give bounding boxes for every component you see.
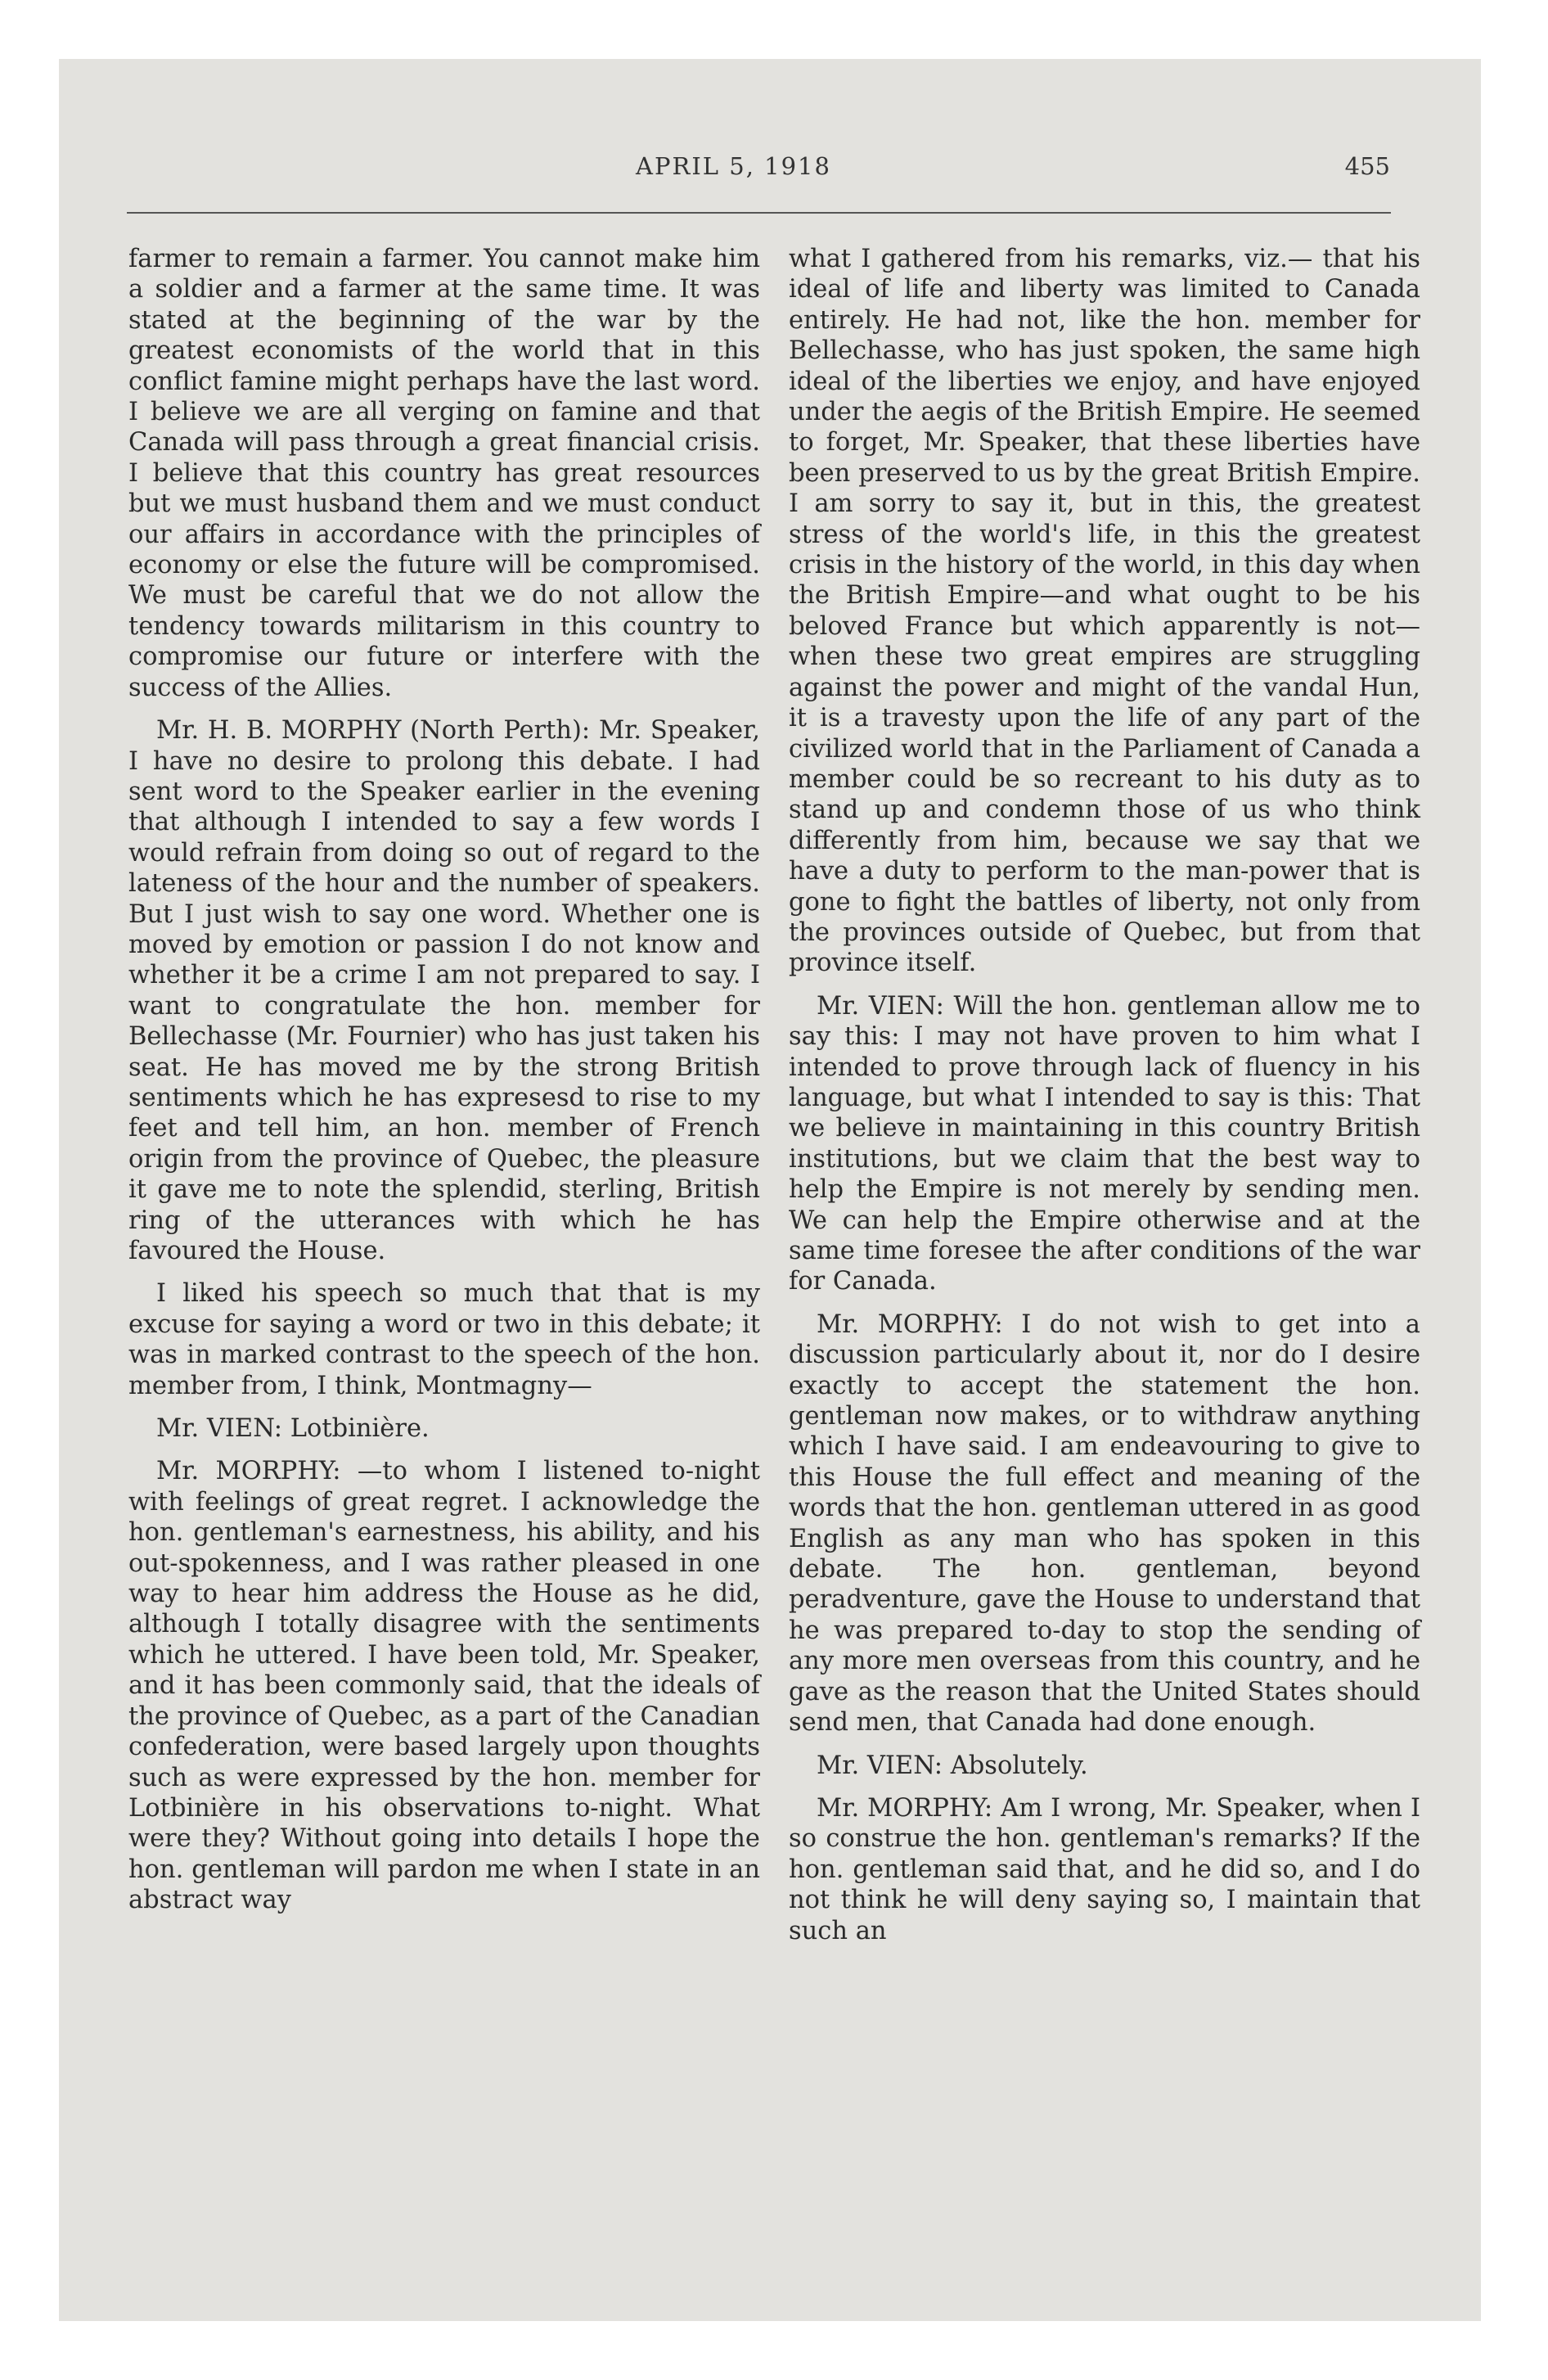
paragraph: farmer to remain a farmer. You cannot make him a soldier and a farmer at the same time. It was stated at the beginning of the war by the greatest economists of the world that in this conflict famine might perhaps have the last word. I believe we are all verging on famine and that Canada will pass through a great financial crisis. I believe that this country has great resources but we must husband them and we must conduct our affairs in accordance with the principles of economy or else the future will be compromised. We must be careful that we do not allow the tendency towards militarism in this country to compromise our future or interfere with the success of the Allies. bbox=[128, 245, 760, 702]
paragraph: Mr. H. B. MORPHY (North Perth): Mr. Speaker, I have no desire to prolong this debate. I had sent word to the Speaker earlier in the evening that although I intended to say a few words I would refrain from doing so out of regard to the lateness of the hour and the number of speakers. But I just wish to say one word. Whether one is moved by emotion or passion I do not know and whether it be a crime I am not prepared to say. I want to congratulate the hon. member for Bellechasse (Mr. Fournier) who has just taken his seat. He has moved me by the strong British sentiments which he has expresesd to rise to my feet and tell him, an hon. member of French origin from the province of Quebec, the pleasure it gave me to note the splendid, sterling, British ring of the utterances with which he has favoured the House. bbox=[128, 716, 760, 1265]
paragraph: I liked his speech so much that that is my excuse for saying a word or two in this debate; it was in marked contrast to the speech of the hon. member from, I think, Montmagny— bbox=[128, 1279, 760, 1400]
paragraph: Mr. MORPHY: —to whom I listened to-night with feelings of great regret. I acknowledge the hon. gentleman's earnestness, his ability, and his out-spokenness, and I was rather pleased in one way to hear him address the House as he did, although I totally disagree with the sentiments which he uttered. I have been told, Mr. Speaker, and it has been commonly said, that the ideals of the province of Quebec, as a part of the Canadian confederation, were based largely upon thoughts such as were expressed by the hon. member for Lotbinière in his observations to-night. What were they? Without going into details I hope the hon. gentleman will pardon me when I state in an abstract way bbox=[128, 1457, 760, 1915]
paragraph: Mr. VIEN: Lotbinière. bbox=[156, 1414, 430, 1444]
page-number: 455 bbox=[1344, 152, 1390, 180]
paragraph: Mr. VIEN: Absolutely. bbox=[817, 1751, 1088, 1780]
paragraph: what I gathered from his remarks, viz.— that his ideal of life and liberty was limited to Canada entirely. He had not, like the hon. member for Bellechasse, who has just spoken, the same high ideal of the liberties we enjoy, and have enjoyed under the aegis of the British Empire. He seemed to forget, Mr. Speaker, that these liberties have been preserved to us by the great British Empire. I am sorry to say it, but in this, the greatest stress of the world's life, in this the greatest crisis in the history of the world, in this day when the British Empire—and what ought to be his beloved France but which apparently is not—when these two great empires are struggling against the power and might of the vandal Hun, it is a travesty upon the life of any part of the civilized world that in the Parliament of Canada a member could be so recreant to his duty as to stand up and condemn those of us who think differently from him, because we say that we have a duty to perform to the man-power that is gone to fight the battles of liberty, not only from the provinces outside of Quebec, but from that province itself. bbox=[789, 245, 1420, 978]
right-column bbox=[789, 244, 1420, 1946]
running-head: APRIL 5, 1918 bbox=[636, 152, 831, 180]
page-header bbox=[77, 152, 1390, 188]
header-rule bbox=[127, 212, 1391, 214]
paragraph: Mr. MORPHY: Am I wrong, Mr. Speaker, when I so construe the hon. gentleman's remarks? If the hon. gentleman said that, and he did so, and I do not think he will deny saying so, I maintain that such an bbox=[789, 1793, 1420, 1945]
paragraph: Mr. VIEN: Will the hon. gentleman allow me to say this: I may not have proven to him what I intended to prove through lack of fluency in his language, but what I intended to say is this: That we believe in maintaining in this country British institutions, but we claim that the best way to help the Empire is not merely by sending men. We can help the Empire otherwise and at the same time foresee the after conditions of the war for Canada. bbox=[789, 991, 1420, 1296]
left-column bbox=[128, 244, 760, 1916]
paragraph: Mr. MORPHY: I do not wish to get into a discussion particularly about it, nor do I desire exactly to accept the statement the hon. gentleman now makes, or to withdraw anything which I have said. I am endeavouring to give to this House the full effect and meaning of the words that the hon. gentleman uttered in as good English as any man who has spoken in this debate. The hon. gentleman, beyond peradventure, gave the House to understand that he was prepared to-day to stop the sending of any more men overseas from this country, and he gave as the reason that the United States should send men, that Canada had done enough. bbox=[789, 1309, 1420, 1738]
